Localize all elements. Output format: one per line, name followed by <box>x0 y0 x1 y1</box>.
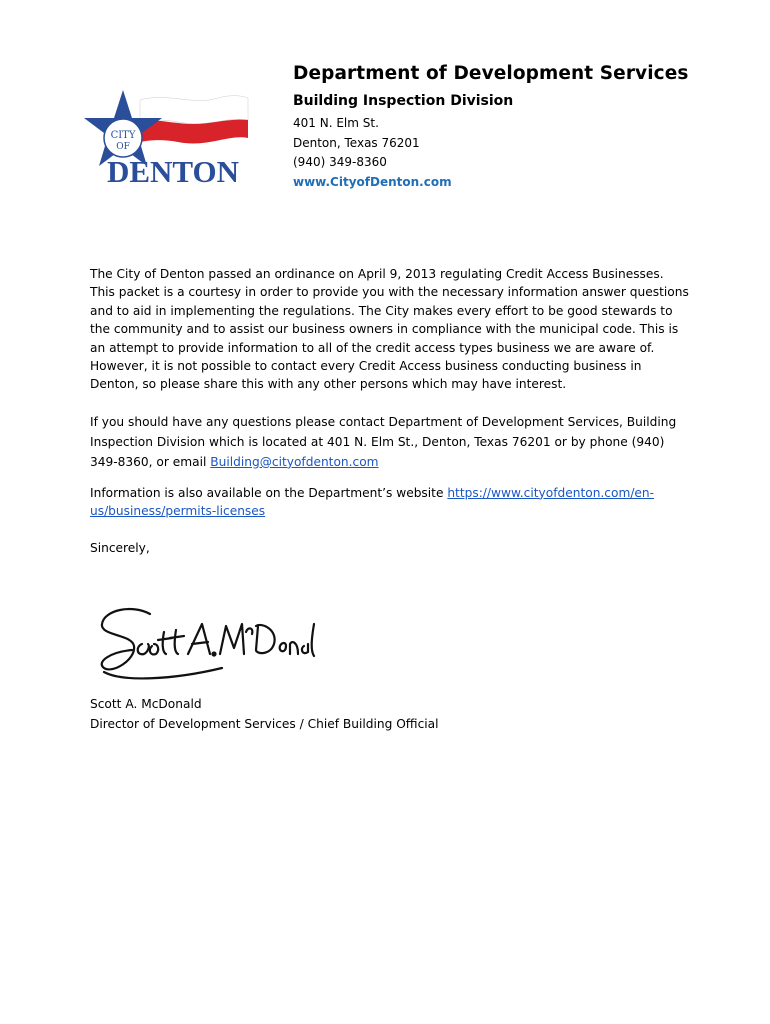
city-address: Denton, Texas 76201 <box>293 135 420 150</box>
letter-body <box>90 265 690 557</box>
paragraph-contact <box>90 412 690 472</box>
department-title: Department of Development Services <box>293 63 689 84</box>
closing: Sincerely, <box>90 540 150 555</box>
paragraph-intro: The City of Denton passed an ordinance on April 9, 2013 regulating Credit Access Businesses. This packet is a courtesy in order to provide you with the necessary information answer questions and to aid in implementing the regulations. The City makes every effort to be good stewards to the community and to assist our business owners in compliance with the municipal code. This is an attempt to provide information to all of the credit access types business we are aware of. However, it is not possible to contact every Credit Access business conducting business in Denton, so please share this with any other persons which may have interest. <box>90 267 689 392</box>
handwritten-signature <box>92 602 322 684</box>
paragraph-website <box>90 484 690 521</box>
signer-block <box>90 695 439 734</box>
website-link[interactable]: www.CityofDenton.com <box>293 174 452 189</box>
division-title: Building Inspection Division <box>293 93 514 109</box>
website-text: Information is also available on the Department’s website <box>90 485 448 500</box>
logo-line2: OF <box>116 142 130 152</box>
city-of-denton-logo <box>78 88 256 188</box>
signer-name: Scott A. McDonald <box>90 697 202 711</box>
logo-graphic <box>78 88 256 188</box>
letterhead <box>293 62 753 192</box>
permits-licenses-link[interactable]: https://www.cityofdenton.com/en-us/business/permits-licenses <box>90 485 655 519</box>
email-link[interactable]: Building@cityofdenton.com <box>210 454 379 469</box>
street-address: 401 N. Elm St. <box>293 116 379 130</box>
logo-line1: CITY <box>110 130 136 141</box>
phone-number: (940) 349-8360 <box>293 155 387 169</box>
contact-text: If you should have any questions please contact Department of Development Services, Building Inspection Division which is located at 401 N. Elm St., Denton, Texas 76201 or by phone (940) 349-8360, or email <box>90 414 677 469</box>
signer-title: Director of Development Services / Chief Building Official <box>90 716 439 731</box>
logo-name: DENTON <box>106 154 240 188</box>
